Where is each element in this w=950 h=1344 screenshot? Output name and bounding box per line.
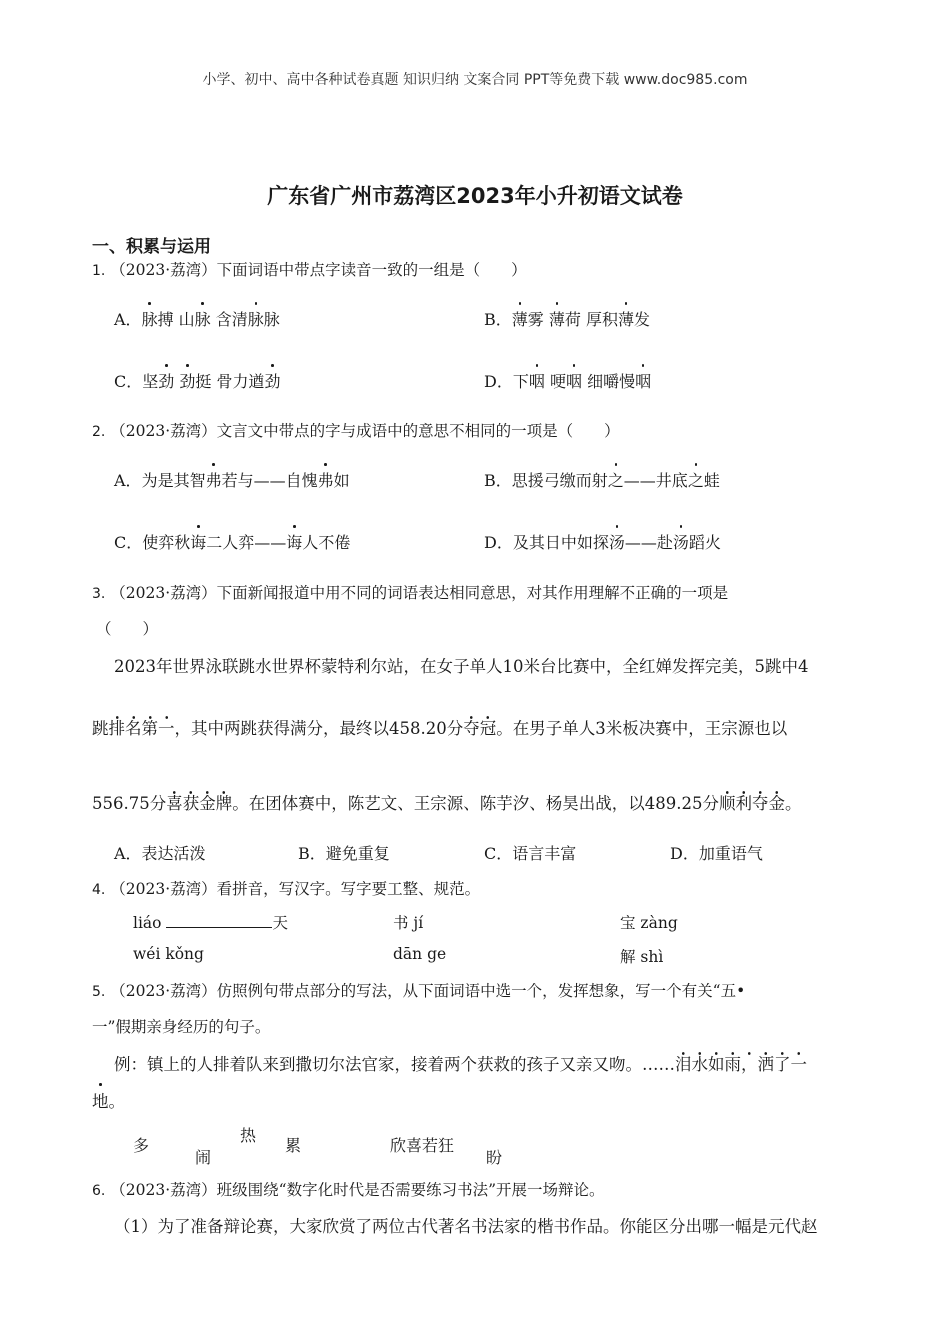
q3-passage-line-3: 556.75分喜获金牌。在团体赛中，陈艺文、王宗源、陈芋汐、杨昊出战，以489.25分顺利夺金。: [92, 790, 801, 814]
question-1: [92, 258, 527, 280]
q3-option-a[interactable]: A．表达活泼: [114, 844, 206, 863]
pinyin-item-1: liáo 天: [133, 914, 288, 932]
q1-option-c[interactable]: C．坚劲 劲挺 骨力遒劲: [114, 369, 281, 392]
question-4: [92, 877, 480, 899]
dotted-phrase: 泪水如雨，洒了一: [675, 1051, 807, 1074]
question-3: [92, 581, 728, 603]
question-5-cont: 一”假期亲身经历的句子。: [92, 1018, 271, 1036]
q1-option-a[interactable]: A．脉搏 山脉 含清脉脉: [114, 307, 280, 330]
question-number: 3.: [92, 586, 106, 602]
q3-passage-line-2: 跳排名第一，其中两跳获得满分，最终以458.20分夺冠。在男子单人3米板决赛中，王宗源也以: [92, 715, 787, 739]
word-choice-5: 欣喜若狂: [390, 1136, 455, 1155]
pinyin-item-5: dān ge: [393, 945, 447, 963]
q3-passage-line-1: 2023年世界泳联跳水世界杯蒙特利尔站，在女子单人10米台比赛中，全红婵发挥完美，5跳中4: [114, 657, 809, 676]
pinyin-item-4: wéi kǒng: [133, 945, 204, 963]
q1-option-b[interactable]: B．薄雾 薄荷 厚积薄发: [484, 307, 650, 330]
q3-option-b[interactable]: B．避免重复: [298, 844, 390, 863]
word-choice-4: 累: [285, 1136, 302, 1155]
dotted-phrase: 夺冠: [463, 715, 496, 738]
q5-example: 例：镇上的人排着队来到撒切尔法官家，接着两个获救的孩子又亲又吻。……泪水如雨，洒了一: [114, 1051, 807, 1075]
q3-answer-paren: （ ）: [96, 620, 159, 638]
q3-option-c[interactable]: C．语言丰富: [484, 844, 577, 863]
pinyin-item-3: 宝 zàng: [620, 914, 678, 932]
q2-option-c[interactable]: C．使弈秋诲二人弈——诲人不倦: [114, 530, 350, 553]
question-text: （2023·荔湾）下面词语中带点字读音一致的一组是（ ）: [110, 261, 527, 279]
pinyin-item-6: 解 shì: [620, 948, 664, 966]
dotted-phrase: 排名第一: [109, 715, 175, 738]
page-title: 广东省广州市荔湾区2023年小升初语文试卷: [267, 184, 683, 208]
dotted-phrase: 顺利夺金: [719, 790, 785, 813]
q2-option-d[interactable]: D．及其日中如探汤——赴汤蹈火: [484, 530, 721, 553]
question-text: （2023·荔湾）下面新闻报道中用不同的词语表达相同意思，对其作用理解不正确的一项是: [110, 584, 729, 602]
dotted-phrase: 喜获金牌: [166, 790, 232, 813]
question-5: [92, 979, 745, 1001]
q2-option-b[interactable]: B．思援弓缴而射之——井底之蛙: [484, 468, 720, 491]
question-text: （2023·荔湾）看拼音，写汉字。写字要工整、规范。: [110, 880, 481, 898]
question-2: [92, 419, 620, 441]
question-text: （2023·荔湾）班级围绕“数字化时代是否需要练习书法”开展一场辩论。: [110, 1181, 605, 1199]
word-choice-1: 多: [133, 1136, 150, 1155]
section-heading: 一、积累与运用: [92, 237, 211, 257]
q3-option-d[interactable]: D．加重语气: [670, 844, 763, 863]
answer-blank[interactable]: [166, 913, 272, 928]
word-choice-6: 盼: [486, 1148, 503, 1167]
word-choice-3: 热: [240, 1126, 257, 1145]
question-6: [92, 1178, 605, 1200]
pinyin-item-2: 书 jí: [393, 914, 424, 932]
q5-example-cont: 地。: [92, 1088, 125, 1112]
question-text: （2023·荔湾）文言文中带点的字与成语中的意思不相同的一项是（ ）: [110, 422, 620, 440]
word-choice-2: 闹: [195, 1148, 212, 1167]
question-text: （2023·荔湾）仿照例句带点部分的写法，从下面词语中选一个，发挥想象，写一个有关“五•: [110, 982, 746, 1000]
question-number: 1.: [92, 263, 106, 279]
question-number: 6.: [92, 1183, 106, 1199]
q6-sub-1: （1）为了准备辩论赛，大家欣赏了两位古代著名书法家的楷书作品。你能区分出哪一幅是元代赵: [114, 1217, 818, 1236]
q2-option-a[interactable]: A．为是其智弗若与——自愧弗如: [114, 468, 350, 491]
question-number: 2.: [92, 424, 106, 440]
q1-option-d[interactable]: D．下咽 哽咽 细嚼慢咽: [484, 369, 651, 392]
question-number: 5.: [92, 984, 106, 1000]
page-header: 小学、初中、高中各种试卷真题 知识归纳 文案合同 PPT等免费下载 www.doc985.com: [202, 72, 748, 88]
question-number: 4.: [92, 882, 106, 898]
